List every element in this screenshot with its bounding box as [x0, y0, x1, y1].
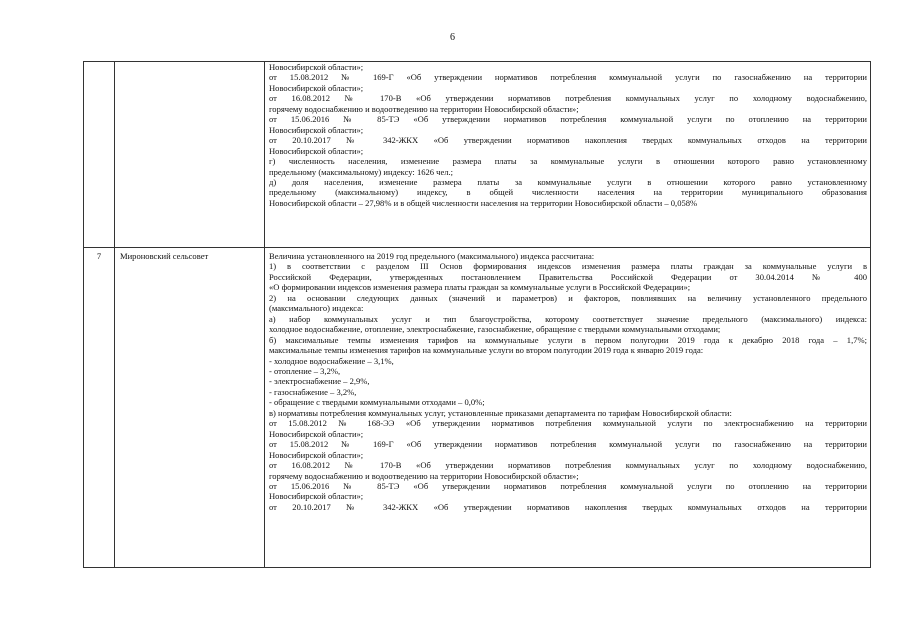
text-line: - обращение с твердыми коммунальными отходами – 0,0%;	[269, 397, 485, 408]
text-line: - газоснабжение – 3,2%,	[269, 386, 357, 397]
text-line: от 16.08.2012 № 170-В «Об утверждении нормативов потребления коммунальных услуг по холодному водоснабжению,	[269, 93, 867, 104]
text-line: Новосибирской области»;	[269, 428, 364, 439]
table-row	[84, 248, 871, 568]
page-number: 6	[450, 32, 455, 43]
text-line: предельному (максимальному) индексу, в общей численности населения на территории муниципального образования	[269, 187, 867, 198]
text-line: Новосибирской области»;	[269, 82, 364, 93]
text-line: д) доля населения, изменение размера платы за коммунальные услуги в отношении которого равно установленному	[269, 176, 867, 187]
text-line: Новосибирской области»;	[269, 145, 364, 156]
text-line: 2) на основании следующих данных (значений и параметров) и факторов, повлиявших на величину установленного предельного	[269, 292, 867, 303]
text-line: от 16.08.2012 № 170-В «Об утверждении нормативов потребления коммунальных услуг по холодному водоснабжению,	[269, 460, 867, 471]
row-number-cell: 7	[84, 248, 115, 568]
text-line: - холодное водоснабжение – 3,1%,	[269, 355, 394, 366]
text-line: от 15.06.2016 № 85-ТЭ «Об утверждении нормативов потребления коммунальной услуги по отоплению на территории	[269, 114, 867, 125]
text-line: горячему водоснабжению и водоотведению на территории Новосибирской области»;	[269, 103, 579, 114]
text-line: Величина установленного на 2019 год предельного (максимального) индекса рассчитана:	[269, 251, 595, 261]
text-line: а) набор коммунальных услуг и тип благоустройства, которому соответствует значение предельного (максимального) индекса:	[269, 313, 867, 324]
justification-text-cell	[265, 248, 871, 568]
text-line: «О формировании индексов изменения размера платы граждан за коммунальные услуги в Российской Федерации»;	[269, 282, 691, 293]
text-line: в) нормативы потребления коммунальных услуг, установленные приказами департамента по тарифам Новосибирской области:	[269, 407, 732, 418]
text-line: Новосибирской области»;	[269, 491, 364, 502]
justification-text-cell	[265, 62, 871, 248]
table-row-continued	[84, 62, 871, 248]
municipality-name-cell	[115, 62, 265, 248]
text-line: от 20.10.2017 № 342-ЖКХ «Об утверждении нормативов накопления твердых коммунальных отходов на территории	[269, 135, 867, 146]
text-line: (максимального) индекса:	[269, 303, 364, 314]
text-line: от 15.06.2016 № 85-ТЭ «Об утверждении нормативов потребления коммунальной услуги по отоплению на территории	[269, 480, 867, 491]
text-line: от 20.10.2017 № 342-ЖКХ «Об утверждении нормативов накопления твердых коммунальных отходов на территории	[269, 501, 867, 512]
text-line: от 15.08.2012 № 169-Г «Об утверждении нормативов потребления коммунальной услуги по газоснабжению на территории	[269, 72, 867, 83]
text-line: холодное водоснабжение, отопление, электроснабжение, газоснабжение, обращение с твердыми коммунальными отходами;	[269, 324, 721, 335]
text-line: Новосибирской области – 27,98% и в общей численности населения на территории Новосибирской области – 0,058%	[269, 197, 698, 208]
municipality-name-cell: Мироновский сельсовет	[115, 248, 265, 568]
text-line: максимальные темпы изменения тарифов на коммунальные услуги во втором полугодии 2019 года к январю 2019 года:	[269, 345, 704, 356]
text-line: Новосибирской области»;	[269, 449, 364, 460]
text-line: Новосибирской области»;	[269, 62, 364, 72]
text-line: г) численность населения, изменение размера платы за коммунальные услуги в отношении которого равно установленному	[269, 156, 867, 167]
text-line: Новосибирской области»;	[269, 124, 364, 135]
text-line: от 15.08.2012 № 169-Г «Об утверждении нормативов потребления коммунальной услуги по газоснабжению на территории	[269, 439, 867, 450]
text-line: 1) в соответствии с разделом III Основ формирования индексов изменения размера платы граждан за коммунальные услуги в	[269, 261, 867, 272]
text-line: - электроснабжение – 2,9%,	[269, 376, 370, 387]
municipal-index-table	[83, 61, 871, 568]
text-line: б) максимальные темпы изменения тарифов на коммунальные услуги в первом полугодии 2019 года к декабрю 2018 года – 1,7%;	[269, 334, 867, 345]
text-line: Российской Федерации, утвержденных постановлением Правительства Российской Федерации от 30.04.2014 № 400	[269, 271, 867, 282]
row-number-cell	[84, 62, 115, 248]
text-line: - отопление – 3,2%,	[269, 365, 341, 376]
text-line: от 15.08.2012 № 168-ЭЭ «Об утверждении нормативов потребления коммунальной услуги по электроснабжению на территории	[269, 418, 867, 429]
text-line: горячему водоснабжению и водоотведению на территории Новосибирской области»;	[269, 470, 579, 481]
text-line: предельному (максимальному) индексу: 1626 чел.;	[269, 166, 454, 177]
